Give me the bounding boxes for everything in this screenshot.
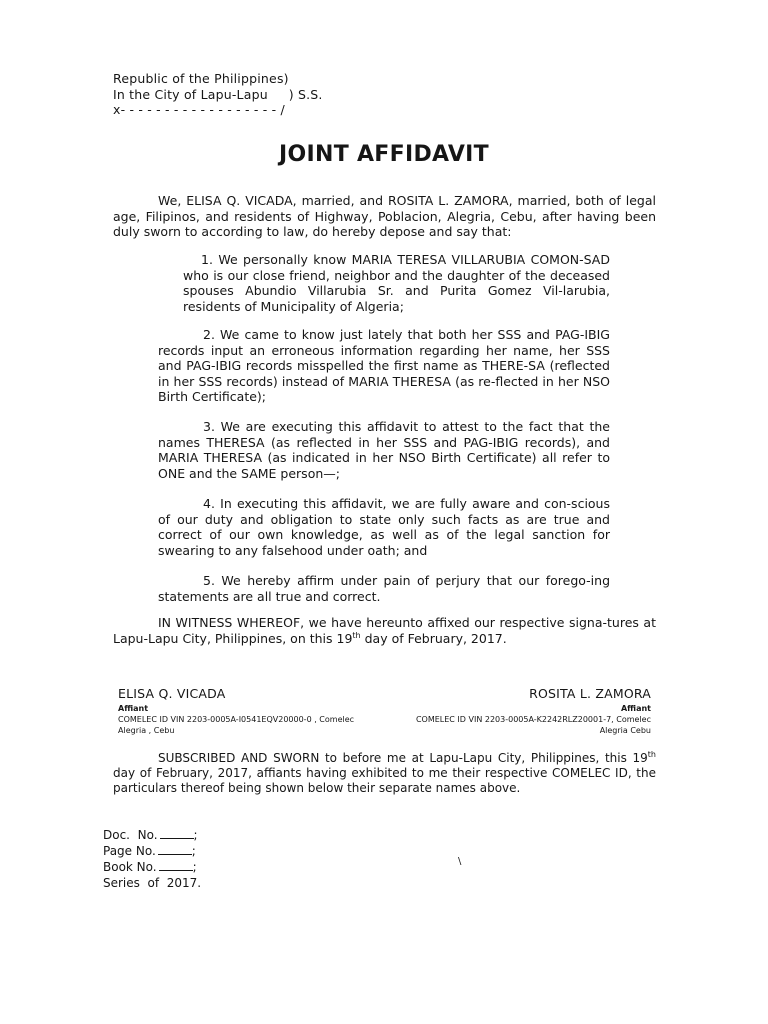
intro-paragraph: We, ELISA Q. VICADA, married, and ROSITA L. ZAMORA, married, both of legal age, Filipinos, and residents of Highway, Poblacion, Alegria, Cebu, after having been duly sworn to according to law, do hereby depose and say that: [113, 193, 656, 239]
affiant-name: ROSITA L. ZAMORA [529, 686, 651, 701]
venue-separator-line: x- - - - - - - - - - - - - - - - - - / [113, 102, 285, 117]
witness-ordinal-suffix: th [352, 630, 361, 640]
statement-item-1: 1. We personally know MARIA TERESA VILLARUBIA COMON-SAD who is our close friend, neighbor and the daughter of the deceased spouses Abundio Villarubia Sr. and Purita Gomez Vil-larubia, residents of Municipality of Algeria; [183, 252, 610, 314]
document-title: JOINT AFFIDAVIT [279, 142, 489, 167]
book-number-semicolon: ; [192, 860, 197, 875]
affiant-name: ELISA Q. VICADA [118, 686, 226, 701]
affiant-id: COMELEC ID VIN 2203-0005A-K2242RLZ20001-7, Comelec [415, 715, 651, 724]
series-line: Series of 2017. [103, 875, 202, 890]
affiant-signature-block-2 [360, 686, 651, 736]
notarial-register-block [103, 827, 201, 891]
venue-block [113, 71, 323, 118]
doc-number-line [103, 827, 201, 843]
doc-number-blank [160, 827, 194, 839]
witness-paragraph [113, 615, 656, 646]
jurat-text: SUBSCRIBED AND SWORN to before me at Lapu-Lapu City, Philippines, this 19 [158, 751, 648, 765]
affiant-id: COMELEC ID VIN 2203-0005A-I0541EQV20000-0 , Comelec [118, 715, 355, 724]
venue-republic-line: Republic of the Philippines) [113, 71, 289, 86]
affiant-role: Affiant [118, 704, 149, 713]
doc-number-semicolon: ; [193, 828, 198, 842]
doc-number-label: Doc. No. [103, 828, 158, 842]
witness-text: IN WITNESS WHEREOF, we have hereunto affixed our respective signa-tures at Lapu-Lapu City, Philippines, on this 19 [113, 615, 656, 646]
venue-city-line: In the City of Lapu-Lapu ) S.S. [113, 86, 323, 102]
statement-item-2: 2. We came to know just lately that both her SSS and PAG-IBIG records input an erroneous information regarding her name, her SSS and PAG-IBIG records misspelled the first name as THERE-SA (reflected in her SSS records) instead of MARIA THERESA (as re-flected in her NSO Birth Certificate); [158, 327, 610, 404]
page-number-line [103, 843, 201, 859]
jurat-date-text: day of February, 2017, affiants having exhibited to me their respective COMELEC ID, the particulars thereof being shown below their separate names above. [113, 766, 656, 795]
statement-item-5: 5. We hereby affirm under pain of perjury that our forego-ing statements are all true and correct. [158, 573, 610, 604]
book-number-line [103, 859, 201, 875]
affiant-address: Alegria Cebu [599, 726, 651, 735]
page-number-semicolon: ; [191, 844, 196, 859]
page-number-label: Page No. [103, 844, 156, 859]
witness-date-text: day of February, 2017. [360, 630, 507, 646]
stray-mark: \ [458, 856, 462, 867]
affiant-address: Alegria , Cebu [118, 726, 175, 735]
book-number-label: Book No. [103, 860, 157, 875]
jurat-ordinal-suffix: th [647, 750, 656, 759]
page-number-blank [158, 843, 192, 855]
jurat-paragraph [113, 751, 656, 796]
affiant-role: Affiant [620, 704, 651, 713]
statement-item-4: 4. In executing this affidavit, we are fully aware and con-scious of our duty and obligation to state only such facts as are true and correct of our own knowledge, as well as of the legal sanction for swearing to any falsehood under oath; and [158, 496, 610, 558]
book-number-blank [159, 859, 193, 871]
statement-item-3: 3. We are executing this affidavit to attest to the fact that the names THERESA (as reflected in her SSS and PAG-IBIG records), and MARIA THERESA (as indicated in her NSO Birth Certificate) all refer to ONE and the SAME person—; [158, 419, 610, 481]
